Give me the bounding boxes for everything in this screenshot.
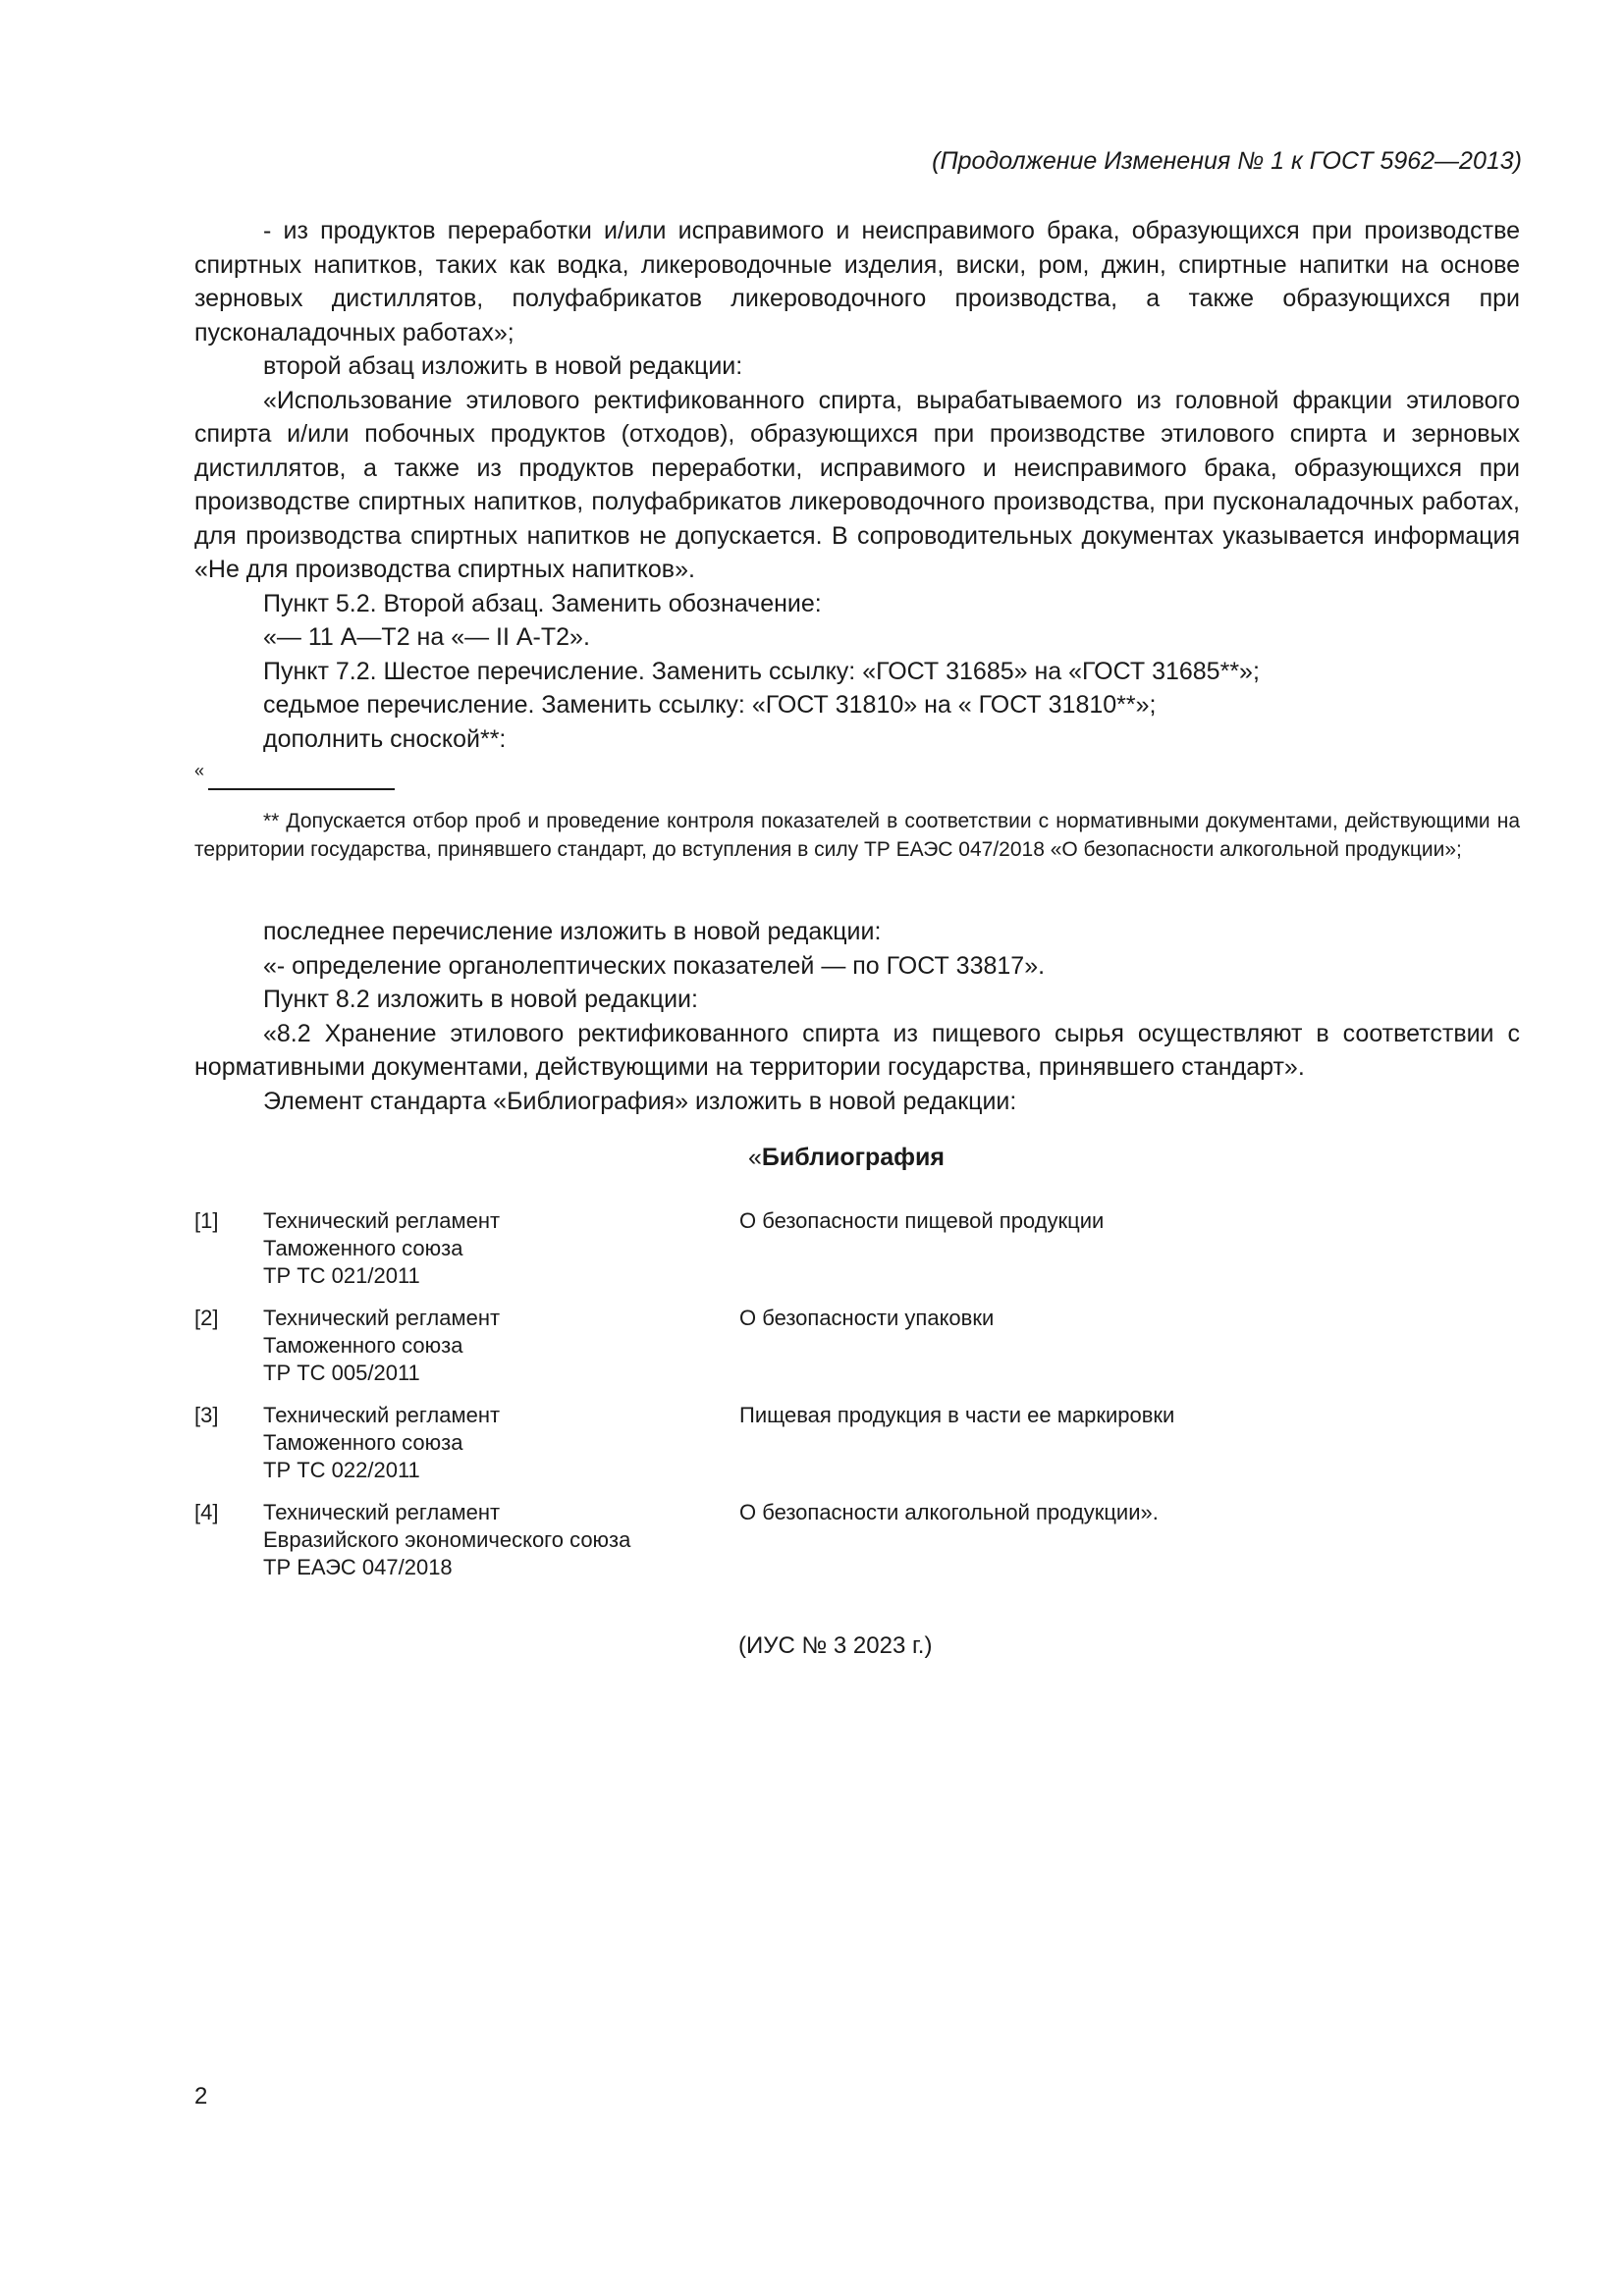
paragraph: дополнить сноской**: [263,724,507,753]
entry-title: О безопасности алкогольной продукции». [739,1500,1159,1524]
paragraph: Пункт 7.2. Шестое перечисление. Заменить ссылку: «ГОСТ 31685» на «ГОСТ 31685**»; [263,657,1260,685]
doc-line: ТР ТС 005/2011 [263,1361,420,1385]
paragraph: - из продуктов переработки и/или исправимого и неисправимого брака, образующихся при производстве спиртных напитков, таких как водка, ликероводочные изделия, виски, ром, джин, спиртные напитки на основе зерновых дистиллятов, полуфабрикатов ликероводочного производства, а также образующихся при пусконаладочных работах»; [194,217,1520,347]
bibliography-entry [194,1402,1520,1499]
doc-line: ТР ТС 022/2011 [263,1458,420,1482]
bibliography-quote: « [748,1144,762,1171]
paragraph: Элемент стандарта «Библиография» изложить в новой редакции: [263,1087,1017,1115]
paragraph: второй абзац изложить в новой редакции: [263,352,743,380]
entry-number: [2] [194,1306,219,1330]
doc-line: Таможенного союза [263,1430,463,1455]
bibliography-list [194,1207,1520,1596]
doc-line: Технический регламент [263,1403,501,1427]
entry-number: [1] [194,1208,219,1233]
doc-line: ТР ЕАЭС 047/2018 [263,1555,453,1579]
footnote [194,807,1520,864]
paragraph: последнее перечисление изложить в новой редакции: [263,918,882,945]
entry-title: О безопасности пищевой продукции [739,1208,1105,1233]
body-text [194,214,1520,756]
body-text-continued [194,915,1520,1118]
bibliography-heading: Библиография [761,1144,946,1171]
paragraph: «8.2 Хранение этилового ректификованного спирта из пищевого сырья осуществляют в соответствии с нормативными документами, действующими на территории государства, принявшего стандарт». [194,1019,1520,1081]
bibliography-title [748,1144,945,1172]
entry-document [263,1402,734,1484]
entry-document [263,1207,734,1290]
doc-line: Технический регламент [263,1208,501,1233]
doc-line: ТР ТС 021/2011 [263,1263,420,1288]
paragraph: Пункт 5.2. Второй абзац. Заменить обозначение: [263,589,822,617]
bibliography-entry [194,1305,1520,1402]
paragraph: седьмое перечисление. Заменить ссылку: «ГОСТ 31810» на « ГОСТ 31810**»; [263,691,1157,719]
entry-title: Пищевая продукция в части ее маркировки [739,1403,1175,1427]
footnote-text: ** Допускается отбор проб и проведение контроля показателей в соответствии с нормативными документами, действующими на территории государства, принявшего стандарт, до вступления в силу ТР ЕАЭС 047/2018 «О безопасности алкогольной продукции»; [194,810,1520,861]
doc-line: Технический регламент [263,1500,501,1524]
doc-line: Таможенного союза [263,1333,463,1358]
footnote-quote-mark: « [194,761,205,780]
doc-line: Таможенного союза [263,1236,463,1260]
entry-number: [3] [194,1403,219,1427]
footnote-area [194,761,1520,861]
bibliography-entry [194,1207,1520,1305]
doc-line: Технический регламент [263,1306,501,1330]
paragraph: Пункт 8.2 изложить в новой редакции: [263,986,698,1013]
page-number: 2 [194,2083,208,2109]
entry-document [263,1499,734,1581]
footnote-separator [208,788,395,790]
paragraph: «- определение органолептических показателей — по ГОСТ 33817». [263,951,1046,980]
entry-number: [4] [194,1500,219,1524]
entry-document [263,1305,734,1387]
doc-line: Евразийского экономического союза [263,1527,631,1552]
paragraph: «— 11 А—Т2 на «— II А-Т2». [263,623,590,651]
entry-title: О безопасности упаковки [739,1306,995,1330]
bibliography-entry [194,1499,1520,1596]
paragraph: «Использование этилового ректификованного спирта, вырабатываемого из головной фракции этилового спирта и/или побочных продуктов (отходов), образующихся при производстве этилового спирта и зерновых дистиллятов, а также из продуктов переработки, исправимого и неисправимого брака, образующихся при производстве спиртных напитков, полуфабрикатов ликероводочного производства, при пусконаладочных работах, для производства спиртных напитков не допускается. В сопроводительных документах указывается информация «Не для производства спиртных напитков». [194,386,1520,583]
ius-reference: (ИУС № 3 2023 г.) [738,1632,933,1659]
running-header: (Продолжение Изменения № 1 к ГОСТ 5962—2013) [932,147,1522,175]
